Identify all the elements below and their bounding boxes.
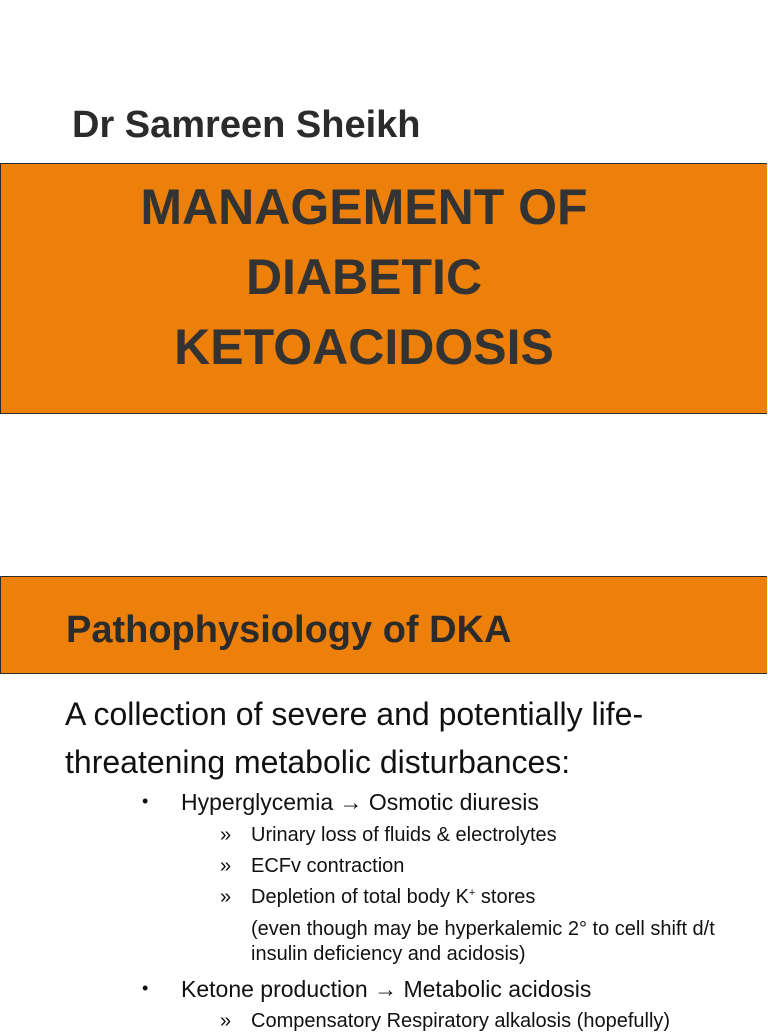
- sub-note: (even though may be hyperkalemic 2° to cell shift d/t insulin deficiency and acidosis): [251, 918, 715, 965]
- title-line-1: MANAGEMENT OF: [140, 179, 588, 235]
- sub-marker: »: [220, 824, 232, 846]
- depletion-suffix: stores: [475, 886, 536, 908]
- sub-text: Compensatory Respiratory alkalosis (hopefully): [251, 1010, 671, 1032]
- sub-text: [251, 886, 535, 909]
- depletion-prefix: Depletion of total body K: [251, 886, 469, 908]
- bullet-dot: •: [142, 978, 149, 998]
- intro-text: A collection of severe and potentially life-threatening metabolic disturbances:: [65, 696, 644, 780]
- slide-title: [0, 172, 728, 382]
- sub-marker: »: [220, 1010, 232, 1032]
- sub-marker: »: [220, 855, 232, 877]
- title-line-2: DIABETIC: [245, 249, 483, 305]
- section-heading: Pathophysiology of DKA: [66, 609, 512, 651]
- bullet-text: Hyperglycemia → Osmotic diuresis: [181, 789, 539, 815]
- title-line-3: KETOACIDOSIS: [174, 319, 554, 375]
- sub-text: Urinary loss of fluids & electrolytes: [251, 824, 557, 846]
- author-name: Dr Samreen Sheikh: [72, 104, 421, 146]
- potassium-superscript: +: [468, 887, 476, 899]
- sub-marker: »: [220, 886, 232, 908]
- sub-text: ECFv contraction: [251, 855, 405, 877]
- bullet-dot: •: [142, 791, 149, 811]
- bullet-text: Ketone production → Metabolic acidosis: [181, 976, 592, 1002]
